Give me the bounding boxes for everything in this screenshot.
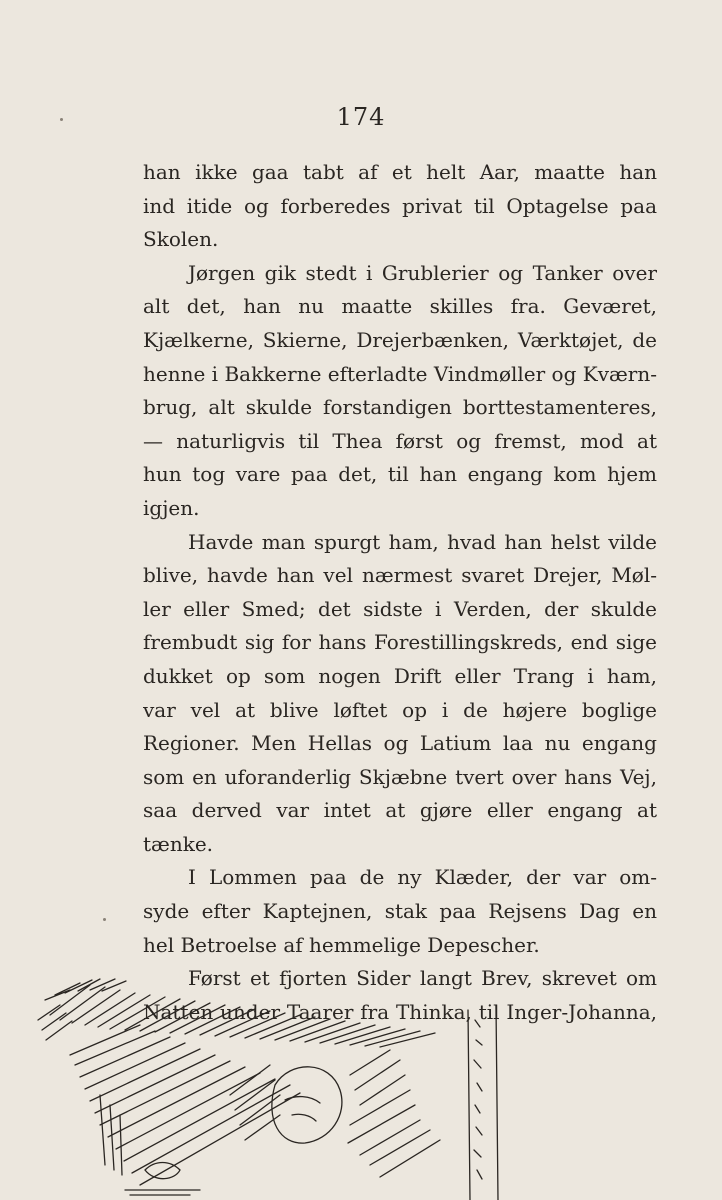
text-line: Regioner. Men Hellas og Latium laa nu engang — [143, 731, 657, 756]
text-line: ind itide og forberedes privat til Optagelse paa — [143, 193, 657, 218]
text-line: Først et fjorten Sider langt Brev, skrevet om — [188, 966, 657, 991]
text-line: Jørgen gik stedt i Grublerier og Tanker over — [188, 260, 657, 285]
text-line: frembudt sig for hans Forestillingskreds, end sige — [143, 630, 657, 655]
paper-speck — [103, 918, 106, 921]
text-line: saa derved var intet at gjøre eller engang at — [143, 798, 657, 823]
text-line: blive, havde han vel nærmest svaret Drejer, Møl- — [143, 563, 657, 588]
text-line: som en uforanderlig Skjæbne tvert over hans Vej, — [143, 764, 657, 789]
text-line: I Lommen paa de ny Klæder, der var om- — [188, 865, 657, 890]
text-line: hun tog vare paa det, til han engang kom hjem — [143, 462, 657, 487]
text-line: syde efter Kaptejnen, stak paa Rejsens Dag en — [143, 899, 657, 924]
text-line: var vel at blive løftet op i de højere boglige — [143, 697, 657, 722]
text-line: Skolen. — [143, 227, 219, 252]
text-line: tænke. — [143, 831, 214, 856]
paper-speck — [60, 118, 63, 121]
ink-illustration — [30, 965, 500, 1200]
page-number: 174 — [336, 103, 386, 131]
text-line: han ikke gaa tabt af et helt Aar, maatte han — [143, 160, 657, 184]
text-line: henne i Bakkerne efterladte Vindmøller og Kværn- — [143, 361, 657, 386]
body-text — [143, 156, 657, 1029]
text-line: Havde man spurgt ham, hvad han helst vilde — [188, 529, 657, 554]
text-line: hel Betroelse af hemmelige Depescher. — [143, 932, 540, 957]
text-line: dukket op som nogen Drift eller Trang i ham, — [143, 663, 657, 688]
text-line: Natten under Taarer fra Thinka, til Inger-Johanna, — [143, 999, 657, 1024]
text-line: alt det, han nu maatte skilles fra. Geværet, — [143, 294, 657, 319]
text-line: — naturligvis til Thea først og fremst, mod at — [143, 428, 657, 453]
text-line: igjen. — [143, 495, 200, 520]
text-line: Kjælkerne, Skierne, Drejerbænken, Værktøjet, de — [143, 327, 657, 352]
text-line: ler eller Smed; det sidste i Verden, der skulde — [143, 596, 657, 621]
text-line: brug, alt skulde forstandigen borttestamenteres, — [143, 395, 657, 420]
